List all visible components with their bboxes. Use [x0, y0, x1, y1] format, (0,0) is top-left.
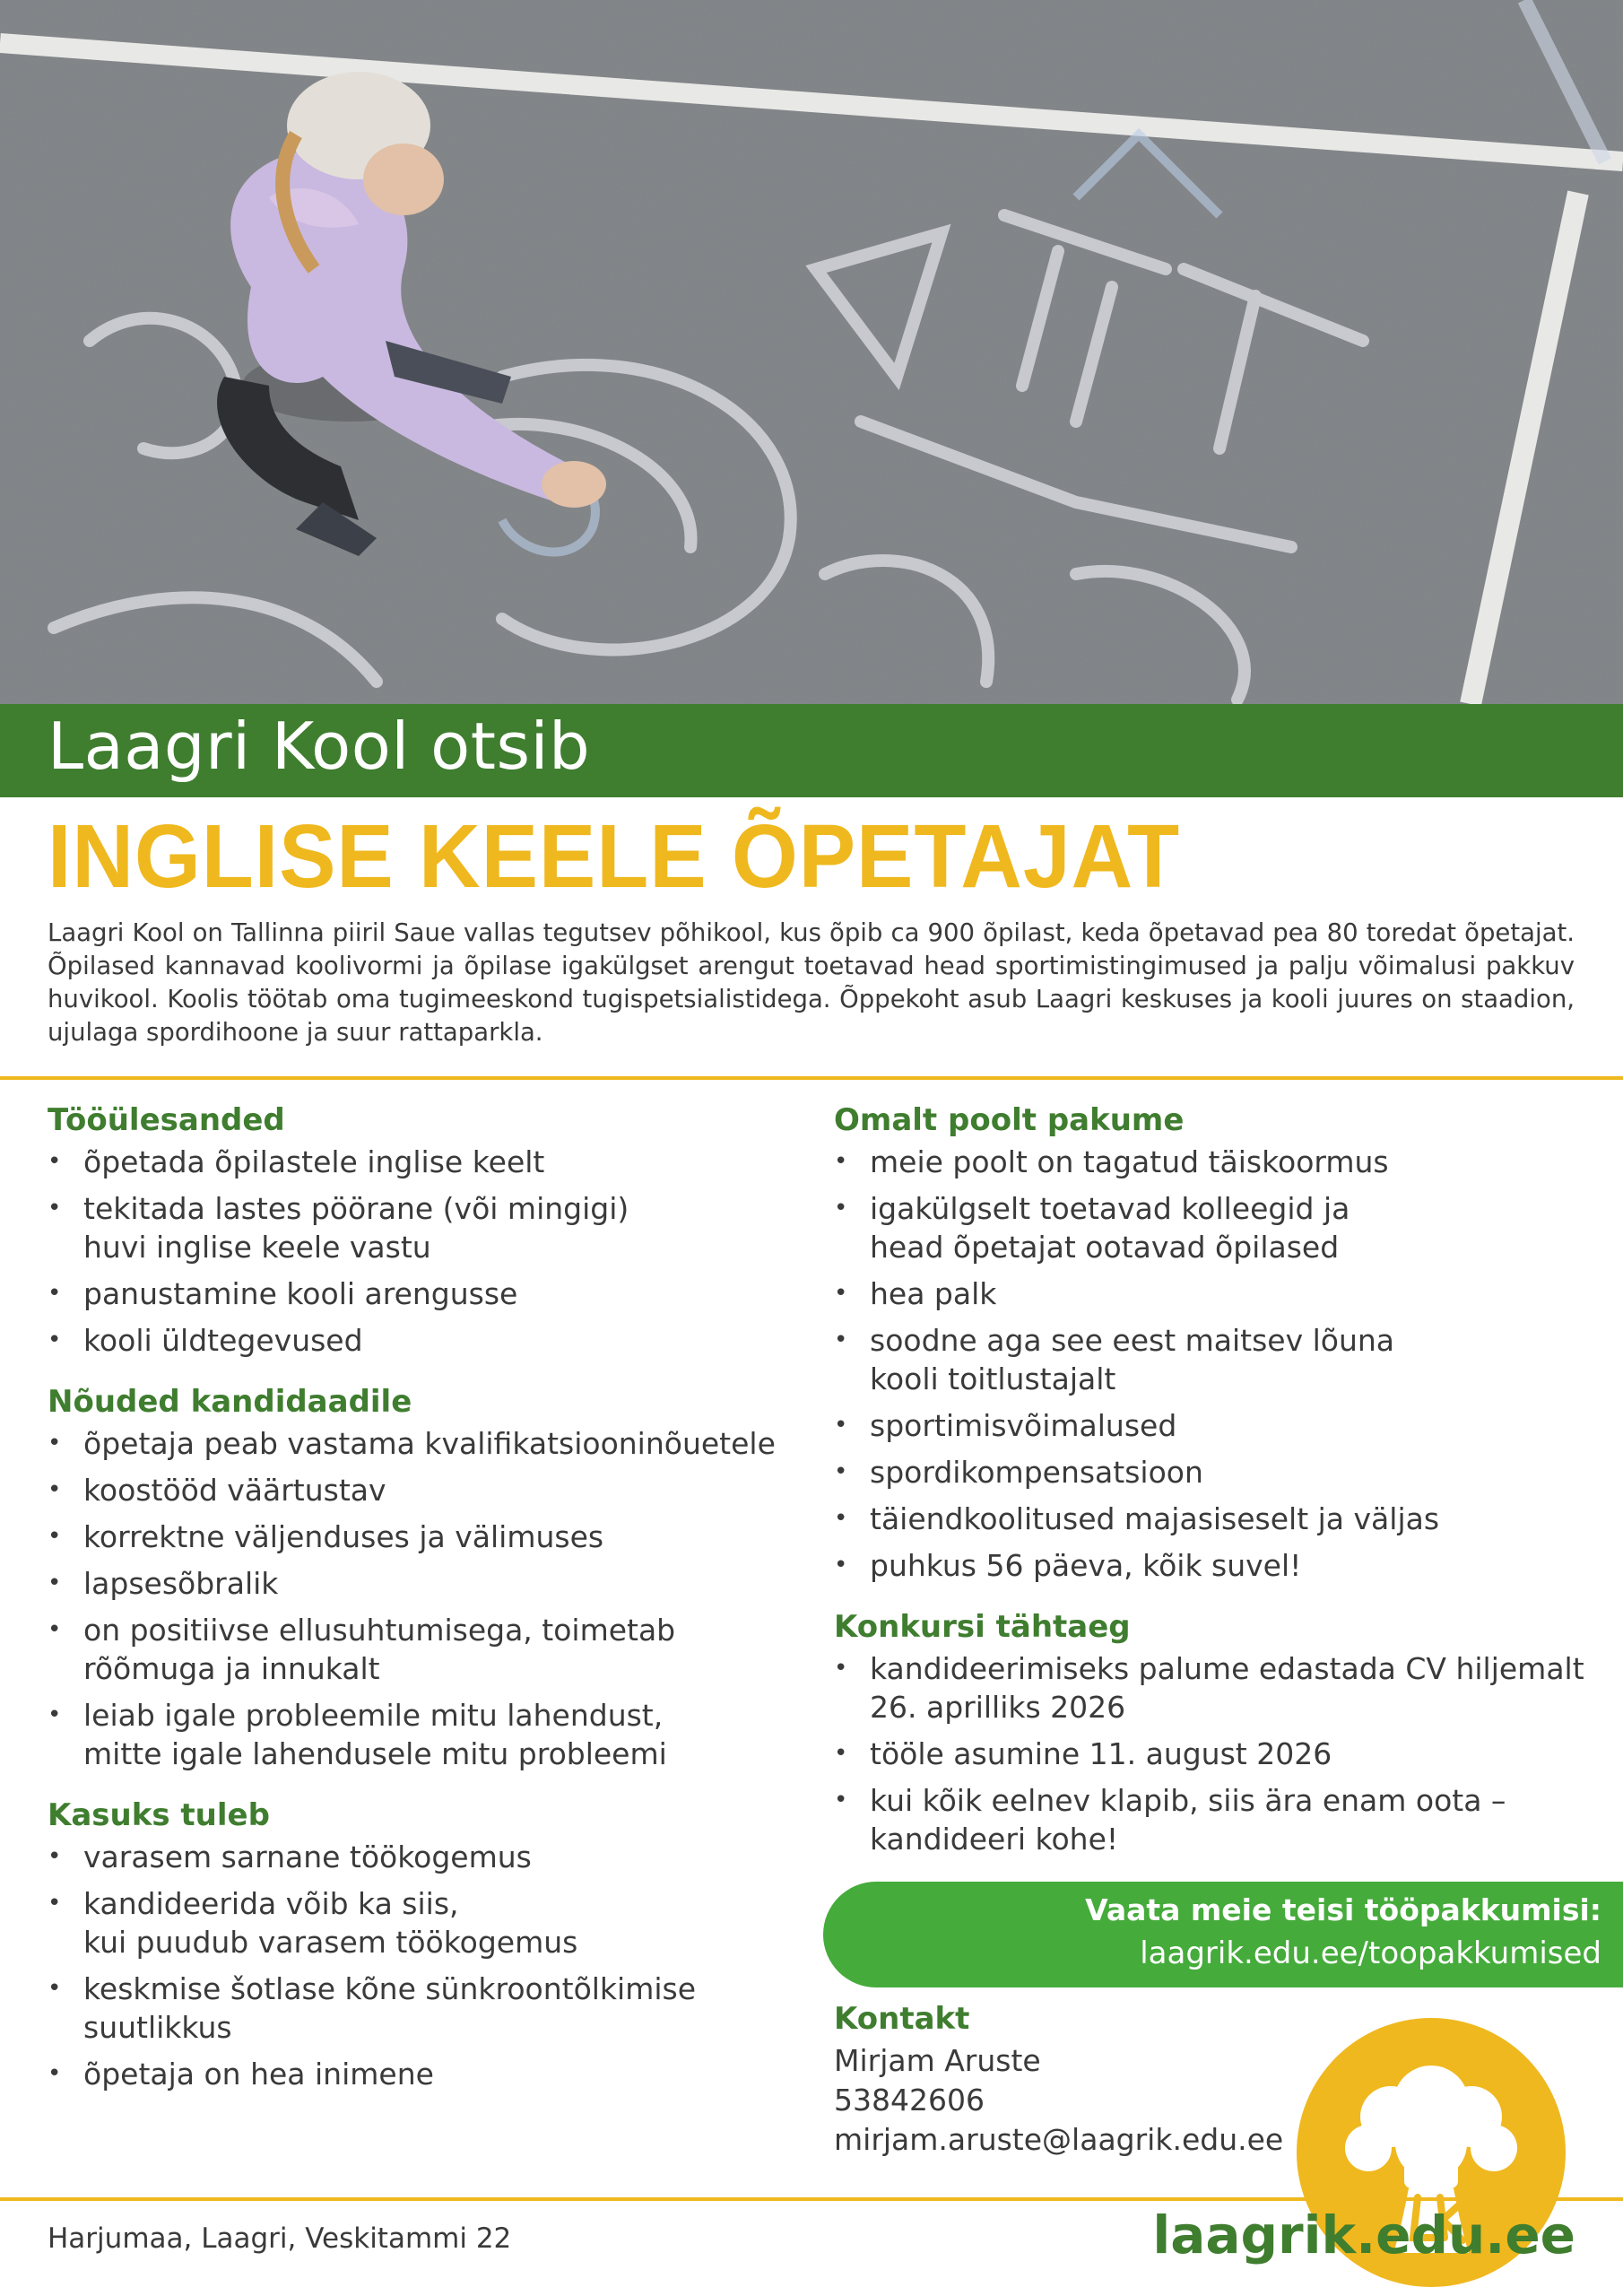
list-item: • leiab igale probleemile mitu lahendust, mitte igale lahendusele mitu probleemi — [48, 1696, 801, 1773]
list-item: • on positiivse ellusuhtumisega, toimetab rõõmuga ja innukalt — [48, 1611, 801, 1688]
jobs-banner[interactable] — [823, 1882, 1623, 1987]
list-item: • igakülgselt toetavad kolleegid ja head õpetajat ootavad õpilased — [834, 1189, 1605, 1266]
list-item: • tekitada lastes pöörane (või mingigi) huvi inglise keele vastu — [48, 1189, 801, 1266]
list-item: • hea palk — [834, 1274, 1605, 1313]
contact-phone[interactable]: 53842606 — [834, 2083, 985, 2118]
deadline-list — [834, 1649, 1605, 1858]
contact-email[interactable]: mirjam.aruste@laagrik.edu.ee — [834, 2122, 1284, 2157]
right-column — [834, 1101, 1605, 1882]
list-item: • keskmise šotlase kõne sünkroontõlkimise suutlikkus — [48, 1970, 801, 2047]
offer-list — [834, 1143, 1605, 1585]
list-item: • õpetada õpilastele inglise keelt — [48, 1143, 801, 1181]
deadline-title: Konkursi tähtaeg — [834, 1609, 1131, 1645]
list-item: • lapsesõbralik — [48, 1564, 801, 1603]
list-item: • spordikompensatsioon — [834, 1453, 1605, 1492]
requirements-title: Nõuded kandidaadile — [48, 1384, 412, 1420]
divider-bottom — [0, 2197, 1623, 2201]
list-item: • meie poolt on tagatud täiskoormus — [834, 1143, 1605, 1181]
duties-list — [48, 1143, 801, 1360]
jobs-banner-link[interactable]: laagrik.edu.ee/toopakkumised — [1140, 1935, 1601, 1971]
hero-photo — [0, 0, 1623, 704]
list-item: • sportimisvõimalused — [834, 1406, 1605, 1445]
band-title: Laagri Kool otsib — [48, 709, 591, 784]
duties-title: Tööülesanded — [48, 1102, 285, 1138]
contact-block — [834, 2000, 1336, 2160]
list-item: • kandideerimiseks palume edastada CV hiljemalt 26. aprilliks 2026 — [834, 1649, 1605, 1726]
list-item: • tööle asumine 11. august 2026 — [834, 1735, 1605, 1773]
bonus-title: Kasuks tuleb — [48, 1797, 270, 1833]
list-item: • korrektne väljenduses ja välimuses — [48, 1518, 801, 1556]
list-item: • panustamine kooli arengusse — [48, 1274, 801, 1313]
list-item: • koostööd väärtustav — [48, 1471, 801, 1509]
contact-name: Mirjam Aruste — [834, 2043, 1041, 2078]
list-item: • varasem sarnane töökogemus — [48, 1838, 801, 1876]
headline: INGLISE KEELE ÕPETAJAT — [48, 806, 1181, 907]
bonus-list — [48, 1838, 801, 2093]
footer-website[interactable]: laagrik.edu.ee — [1152, 2205, 1575, 2266]
footer-address: Harjumaa, Laagri, Veskitammi 22 — [48, 2222, 512, 2255]
list-item: • soodne aga see eest maitsev lõuna kooli toitlustajalt — [834, 1321, 1605, 1398]
offer-title: Omalt poolt pakume — [834, 1102, 1185, 1138]
list-item: • täiendkoolitused majasiseselt ja väljas — [834, 1500, 1605, 1538]
intro-text: Laagri Kool on Tallinna piiril Saue vallas tegutsev põhikool, kus õpib ca 900 õpilast, keda õpetavad pea 80 toredat õpetajat. Õpilased kannavad koolivormi ja õpilase igakülgset arengut toetavad head sportimistingimused ja palju võimalusi pakkuv huvikool. Koolis töötab oma tugimeeskond tugispetsialistidega. Õppekoht asub Laagri keskuses ja kooli juures on staadion, ujulaga spordihoone ja suur rattaparkla. — [48, 918, 1575, 1047]
list-item: • puhkus 56 päeva, kõik suvel! — [834, 1546, 1605, 1585]
requirements-list — [48, 1424, 801, 1773]
list-item: • kooli üldtegevused — [48, 1321, 801, 1360]
divider-top — [0, 1076, 1623, 1080]
left-column — [48, 1101, 801, 2117]
contact-title: Kontakt — [834, 2001, 970, 2037]
jobs-banner-title: Vaata meie teisi tööpakkumisi: — [1085, 1892, 1601, 1927]
list-item: • kandideerida võib ka siis, kui puudub varasem töökogemus — [48, 1884, 801, 1961]
list-item: • õpetaja peab vastama kvalifikatsiooninõuetele — [48, 1424, 801, 1463]
list-item: • kui kõik eelnev klapib, siis ära enam oota – kandideeri kohe! — [834, 1781, 1605, 1858]
list-item: • õpetaja on hea inimene — [48, 2055, 801, 2093]
